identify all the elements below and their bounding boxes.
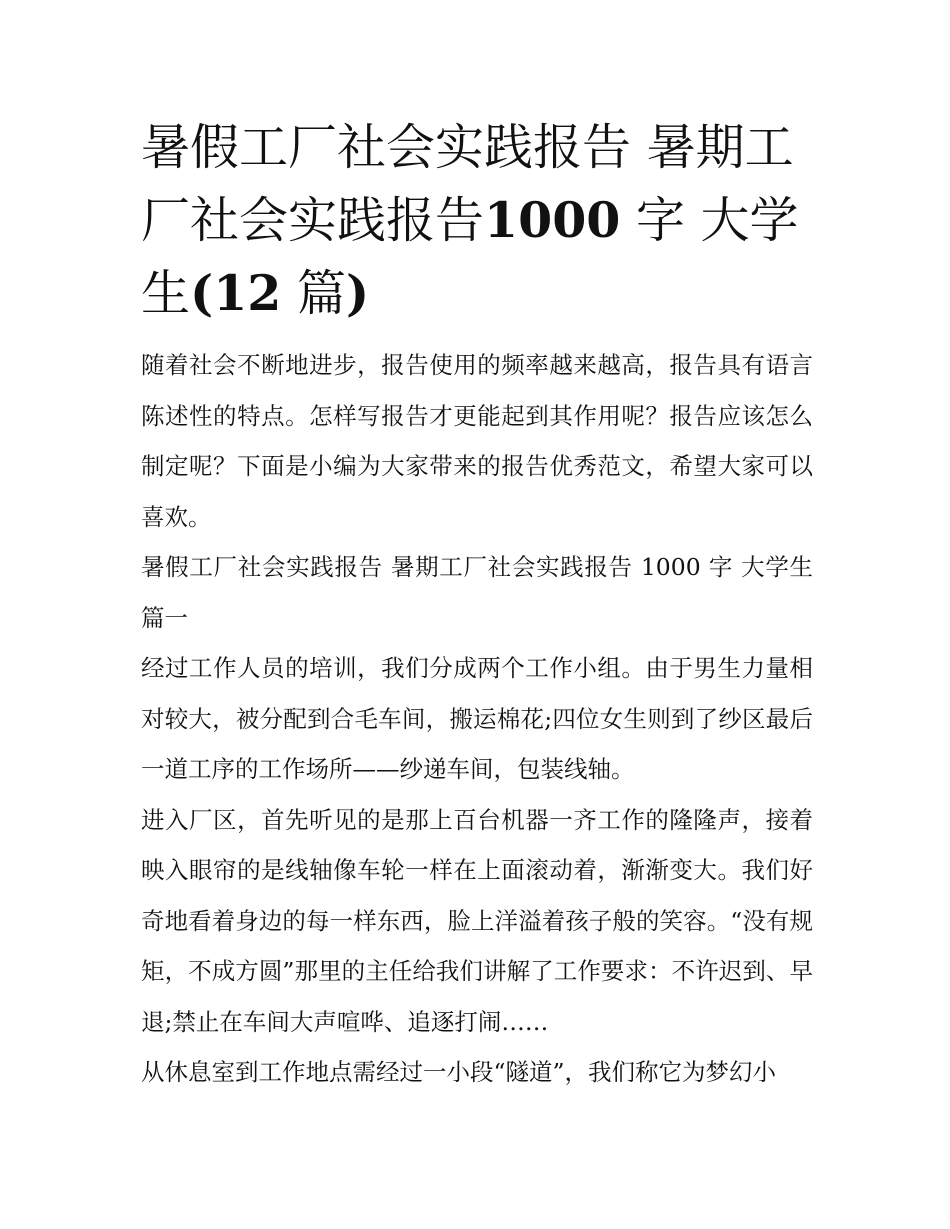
title-part: 暑假工厂社会实践报告 暑期工厂社会实践报告 xyxy=(141,119,794,249)
section-heading: 暑假工厂社会实践报告 暑期工厂社会实践报告 1000 字 大学生篇一 xyxy=(141,553,813,632)
title-part: 1000 xyxy=(484,191,621,249)
intro-paragraph: 随着社会不断地进步，报告使用的频率越来越高，报告具有语言陈述性的特点。怎样写报告才更能起到其作用呢？报告应该怎么制定呢？下面是小编为大家带来的报告优秀范文，希望大家可以喜欢。 xyxy=(141,351,813,531)
title-part: (12 xyxy=(190,264,282,322)
document-body xyxy=(141,112,813,1098)
body-paragraph: 从休息室到工作地点需经过一小段“隧道”，我们称它为梦幻小 xyxy=(141,1058,777,1086)
title-part: 篇 xyxy=(281,265,346,322)
document-title xyxy=(141,112,813,330)
title-part: 字 大学生 xyxy=(141,192,799,322)
title-part: ) xyxy=(345,264,370,322)
body-paragraph: 进入厂区，首先听见的是那上百台机器一齐工作的隆隆声，接着映入眼帘的是线轴像车轮一样在上面滚动着，渐渐变大。我们好奇地看着身边的每一样东西，脸上洋溢着孩子般的笑容。“没有规矩，不成方圆”那里的主任给我们讲解了工作要求：不许迟到、早退;禁止在车间大声喧哗、追逐打闹…… xyxy=(141,805,813,1036)
body-paragraph: 经过工作人员的培训，我们分成两个工作小组。由于男生力量相对较大，被分配到合毛车间，搬运棉花;四位女生则到了纱区最后一道工序的工作场所——纱递车间，包装线轴。 xyxy=(141,654,813,783)
